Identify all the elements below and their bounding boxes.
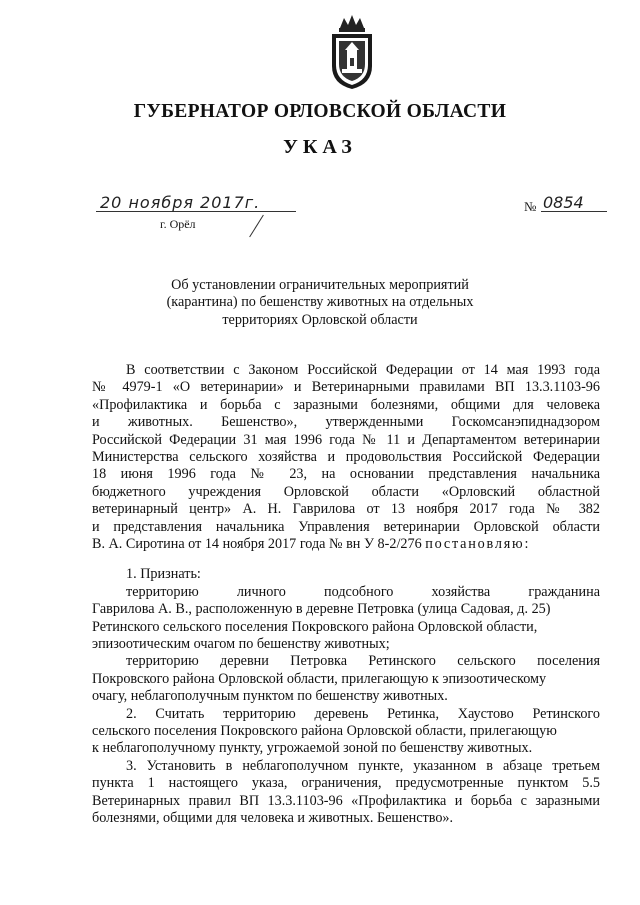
preamble-line: бюджетного учреждения Орловской области «Орловский областной (92, 483, 600, 500)
preamble-line: Министерства сельского хозяйства и продовольствия Российской Федерации (92, 448, 600, 465)
authority-title: ГУБЕРНАТОР ОРЛОВСКОЙ ОБЛАСТИ (133, 101, 507, 122)
subject-line: (карантина) по бешенству животных на отдельных (166, 294, 474, 311)
clause-line: сельского поселения Покровского района Орловской области, прилегающую (92, 722, 557, 739)
spacer (92, 553, 600, 566)
coat-of-arms-icon (328, 14, 376, 90)
preamble-last-line (92, 536, 600, 553)
decree-subject (0, 277, 640, 329)
decree-word: постановляю: (425, 535, 531, 552)
signature-stroke (249, 215, 264, 238)
issue-city: г. Орёл (160, 217, 196, 231)
clause-line: очагу, неблагополучным пунктом по бешенству животных. (92, 688, 448, 705)
decree-body (92, 362, 600, 827)
clause-line: болезнями, общими для человека и животных. Бешенство». (92, 809, 454, 826)
handwritten-number: 0854 (543, 193, 584, 212)
preamble-line: ветеринарный центр» А. Н. Гаврилова от 13 ноября 2017 года № 382 (92, 501, 600, 518)
clause-line: территорию деревни Петровка Ретинского сельского поселения (126, 653, 600, 670)
clause-line: к неблагополучному пункту, угрожаемой зоной по бешенству животных. (92, 740, 533, 757)
preamble-line-start: В. А. Сиротина от 14 ноября 2017 года № вн У 8-2/276 (92, 535, 422, 552)
clause-line: 3. Установить в неблагополучном пункте, указанном в абзаце третьем (126, 757, 600, 774)
preamble-line: В соответствии с Законом Российской Федерации от 14 мая 1993 года (126, 362, 600, 378)
clause-heading: 1. Признать: (126, 566, 201, 583)
clause-line: Ветеринарных правил ВП 13.3.1103-96 «Профилактика и борьба с заразными (92, 792, 600, 809)
clause-line: Покровского района Орловской области, прилегающую к эпизоотическому (92, 670, 547, 687)
preamble-line: и представления начальника Управления ветеринарии Орловской области (92, 518, 600, 535)
subject-line: Об установлении ограничительных мероприятий (171, 277, 469, 293)
clause-line: пункта 1 настоящего указа, ограничения, предусмотренные пунктом 5.5 (92, 775, 600, 792)
preamble-line: 18 июня 1996 года № 23, на основании представления начальника (92, 466, 600, 483)
subject-line: территориях Орловской области (222, 311, 418, 328)
preamble-line: Российской Федерации 31 мая 1996 года № 11 и Департаментом ветеринарии (92, 431, 600, 448)
clause-line: территорию личного подсобного хозяйства гражданина (126, 583, 600, 600)
preamble-line: № 4979-1 «О ветеринарии» и Ветеринарными правилами ВП 13.3.1103-96 (92, 379, 600, 396)
clause-line: эпизоотическим очагом по бешенству животных; (92, 635, 390, 652)
clause-line: Гаврилова А. В., расположенную в деревне Петровка (улица Садовая, д. 25) (92, 601, 551, 618)
preamble-line: «Профилактика и борьба с заразными болезнями, общими для человека (92, 396, 600, 413)
number-sign: № (524, 199, 537, 214)
clause-line: 2. Считать территорию деревень Ретинка, Хаустово Ретинского (126, 705, 600, 722)
handwritten-date: 20 ноября 2017г. (100, 193, 261, 212)
preamble-line: и животных. Бешенство», утвержденными Госкомсанэпиднадзором (92, 414, 600, 431)
document-type: УКАЗ (283, 136, 357, 158)
clause-line: Ретинского сельского поселения Покровского района Орловской области, (92, 618, 538, 635)
